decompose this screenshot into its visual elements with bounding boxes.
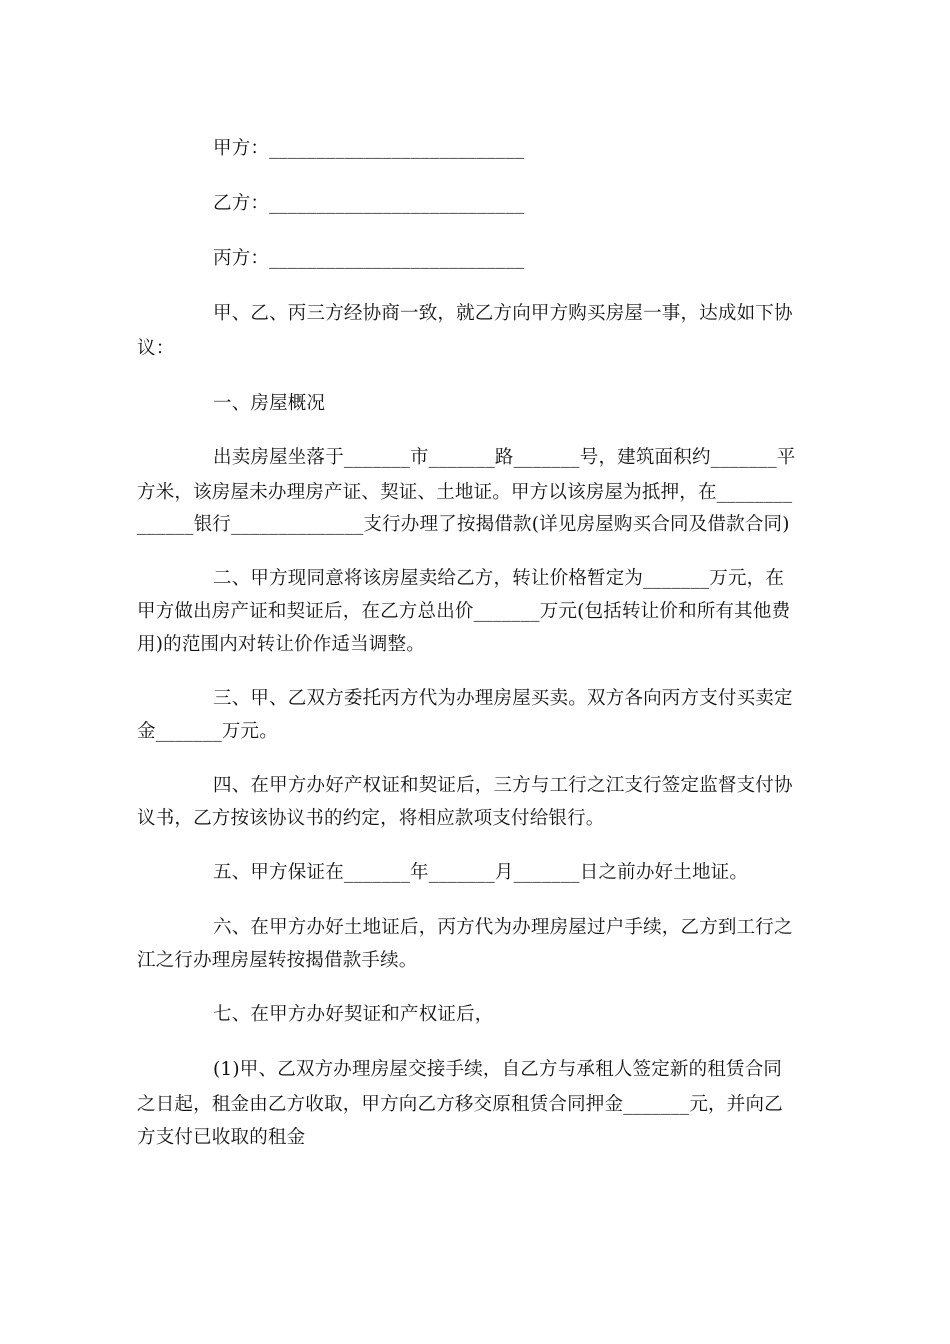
section-2-line: 用)的范围内对转让价作适当调整。 (137, 634, 425, 655)
section-7-line: 七、在甲方办好契证和产权证后， (213, 1004, 494, 1025)
intro-paragraph-line: 议： (137, 338, 175, 359)
section-2-line: 二、甲方现同意将该房屋卖给乙方，转让价格暂定为_______万元，在 (213, 568, 785, 589)
section-7-1-line: 方支付已收取的租金 (137, 1127, 306, 1148)
section-4-line: 议书，乙方按该协议书的约定，将相应款项支付给银行。 (137, 808, 605, 829)
intro-paragraph-line: 甲、乙、丙三方经协商一致，就乙方向甲方购买房屋一事，达成如下协 (213, 303, 793, 324)
party-b-line: 乙方：___________________________ (213, 193, 525, 214)
party-c-line: 丙方：___________________________ (213, 248, 525, 269)
section-1-line: 出卖房屋坐落于_______市_______路_______号，建筑面积约_______平 (213, 447, 796, 468)
section-1-line: 方米，该房屋未办理房产证、契证、土地证。甲方以该房屋为抵押，在________ (137, 482, 793, 503)
section-5-line: 五、甲方保证在_______年_______月_______日之前办好土地证。 (213, 862, 749, 883)
section-4-line: 四、在甲方办好产权证和契证后，三方与工行之江支行签定监督支付协 (213, 775, 793, 796)
section-3-line: 金_______万元。 (137, 721, 278, 742)
section-6-line: 江之行办理房屋转按揭借款手续。 (137, 950, 418, 971)
section-1-line: ______银行______________支行办理了按揭借款(详见房屋购买合同及借款合同) (137, 514, 790, 535)
section-7-1-line: 之日起，租金由乙方收取，甲方向乙方移交原租赁合同押金_______元，并向乙 (137, 1094, 783, 1115)
section-7-1-line: (1)甲、乙双方办理房屋交接手续，自乙方与承租人签定新的租赁合同 (213, 1059, 783, 1080)
party-a-line: 甲方：___________________________ (213, 138, 525, 159)
section-3-line: 三、甲、乙双方委托丙方代为办理房屋买卖。双方各向丙方支付买卖定 (213, 688, 793, 709)
section-heading: 一、房屋概况 (213, 393, 326, 414)
section-2-line: 甲方做出房产证和契证后，在乙方总出价_______万元(包括转让价和所有其他费 (137, 601, 791, 622)
section-6-line: 六、在甲方办好土地证后，丙方代为办理房屋过户手续，乙方到工行之 (213, 917, 793, 938)
